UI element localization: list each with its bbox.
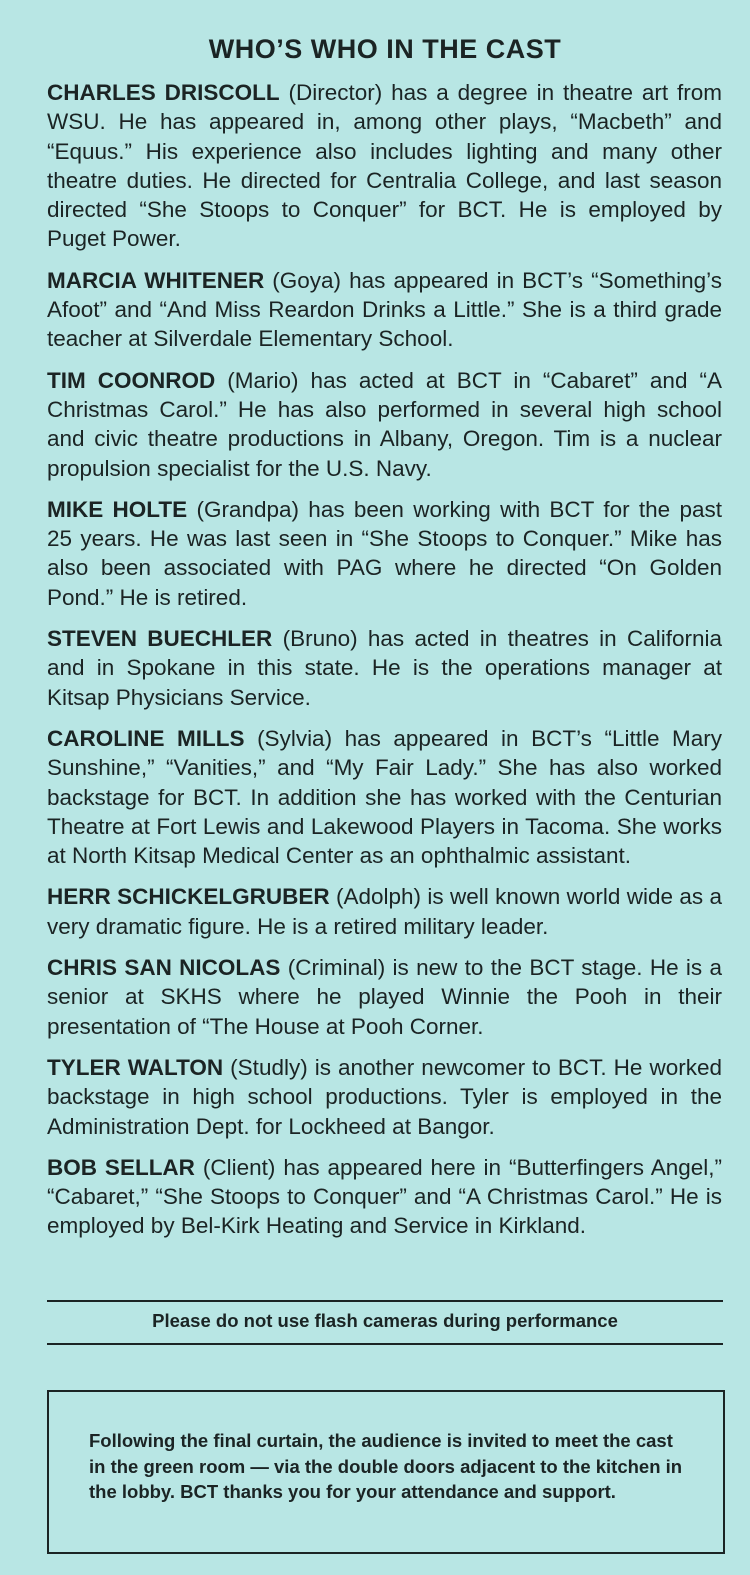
cast-member-name: BOB SELLAR: [47, 1154, 195, 1180]
green-room-text: Following the final curtain, the audience is invited to meet the cast in the green room — via the double doors adjacent to the kitchen in the lobby. BCT thanks you for your attendance and support.: [89, 1430, 683, 1502]
cast-bio: [47, 78, 722, 254]
cast-bios: [47, 78, 722, 1253]
cast-bio: [47, 624, 722, 712]
cast-bio: [47, 1053, 722, 1141]
divider-top: [47, 1300, 723, 1302]
cast-member-name: MARCIA WHITENER: [47, 267, 265, 293]
cast-bio-text: (Client) has appeared here in “Butterfingers Angel,” “Cabaret,” “She Stoops to Conquer” and “A Christmas Carol.” He is employed by Bel-Kirk Heating and Service in Kirkland.: [47, 1154, 723, 1239]
cast-bio-text: (Bruno) has acted in theatres in California and in Spokane in this state. He is the operations manager at Kitsap Physicians Service.: [47, 626, 722, 710]
cast-bio: [47, 724, 722, 870]
flash-camera-notice: Please do not use flash cameras during performance: [152, 1310, 618, 1331]
cast-bio-text: (Adolph) is well known world wide as a very dramatic figure. He is a retired military leader.: [47, 884, 723, 939]
cast-bio: [47, 1153, 722, 1241]
cast-member-name: CAROLINE MILLS: [47, 725, 245, 751]
cast-member-name: CHRIS SAN NICOLAS: [47, 955, 281, 981]
cast-bio-text: (Sylvia) has appeared in BCT’s “Little Mary Sunshine,” “Vanities,” and “My Fair Lady.” She has also worked backstage for BCT. In addition she has worked with the Centurian Theatre at Fort Lewis and Lakewood Players in Tacoma. She works at North Kitsap Medical Center as an ophthalmic assistant.: [47, 725, 722, 869]
page-title: WHO’S WHO IN THE CAST: [208, 34, 562, 64]
cast-bio: [47, 266, 722, 354]
cast-bio: [47, 495, 722, 612]
cast-member-name: HERR SCHICKELGRUBER: [47, 884, 330, 910]
cast-bio-text: (Studly) is another newcomer to BCT. He worked backstage in high school productions. Tyler is employed in the Administration Dept. for Lockheed at Bangor.: [47, 1054, 722, 1139]
cast-member-name: STEVEN BUECHLER: [47, 626, 273, 652]
cast-bio: [47, 953, 722, 1041]
cast-bio-text: (Criminal) is new to the BCT stage. He is a senior at SKHS where he played Winnie the Pooh in their presentation of “The House at Pooh Corner.: [47, 955, 722, 1039]
cast-bio: [47, 882, 722, 941]
cast-bio-text: (Director) has a degree in theatre art from WSU. He has appeared in, among other plays, “Macbeth” and “Equus.” His experience also includes lighting and many other theatre duties. He directed for Centralia College, and last season directed “She Stoops to Conquer” for BCT. He is employed by Puget Power.: [47, 80, 722, 252]
green-room-box: [47, 1390, 725, 1554]
cast-bio-text: (Goya) has appeared in BCT’s “Something’s Afoot” and “And Miss Reardon Drinks a Little.” She is a third grade teacher at Silverdale Elementary School.: [47, 267, 722, 352]
cast-member-name: TIM COONROD: [47, 367, 216, 393]
cast-member-name: CHARLES DRISCOLL: [47, 80, 280, 105]
cast-bio: [47, 366, 722, 483]
cast-bio-text: (Mario) has acted at BCT in “Cabaret” and “A Christmas Carol.” He has also performed in several high school and civic theatre productions in Albany, Oregon. Tim is a nuclear propulsion specialist for the U.S. Navy.: [47, 367, 722, 481]
cast-bio-text: (Grandpa) has been working with BCT for the past 25 years. He was last seen in “She Stoops to Conquer.” Mike has also been associated with PAG where he directed “On Golden Pond.” He is retired.: [47, 496, 722, 610]
cast-member-name: MIKE HOLTE: [47, 496, 188, 522]
cast-member-name: TYLER WALTON: [47, 1054, 224, 1080]
divider-bottom: [47, 1343, 723, 1345]
